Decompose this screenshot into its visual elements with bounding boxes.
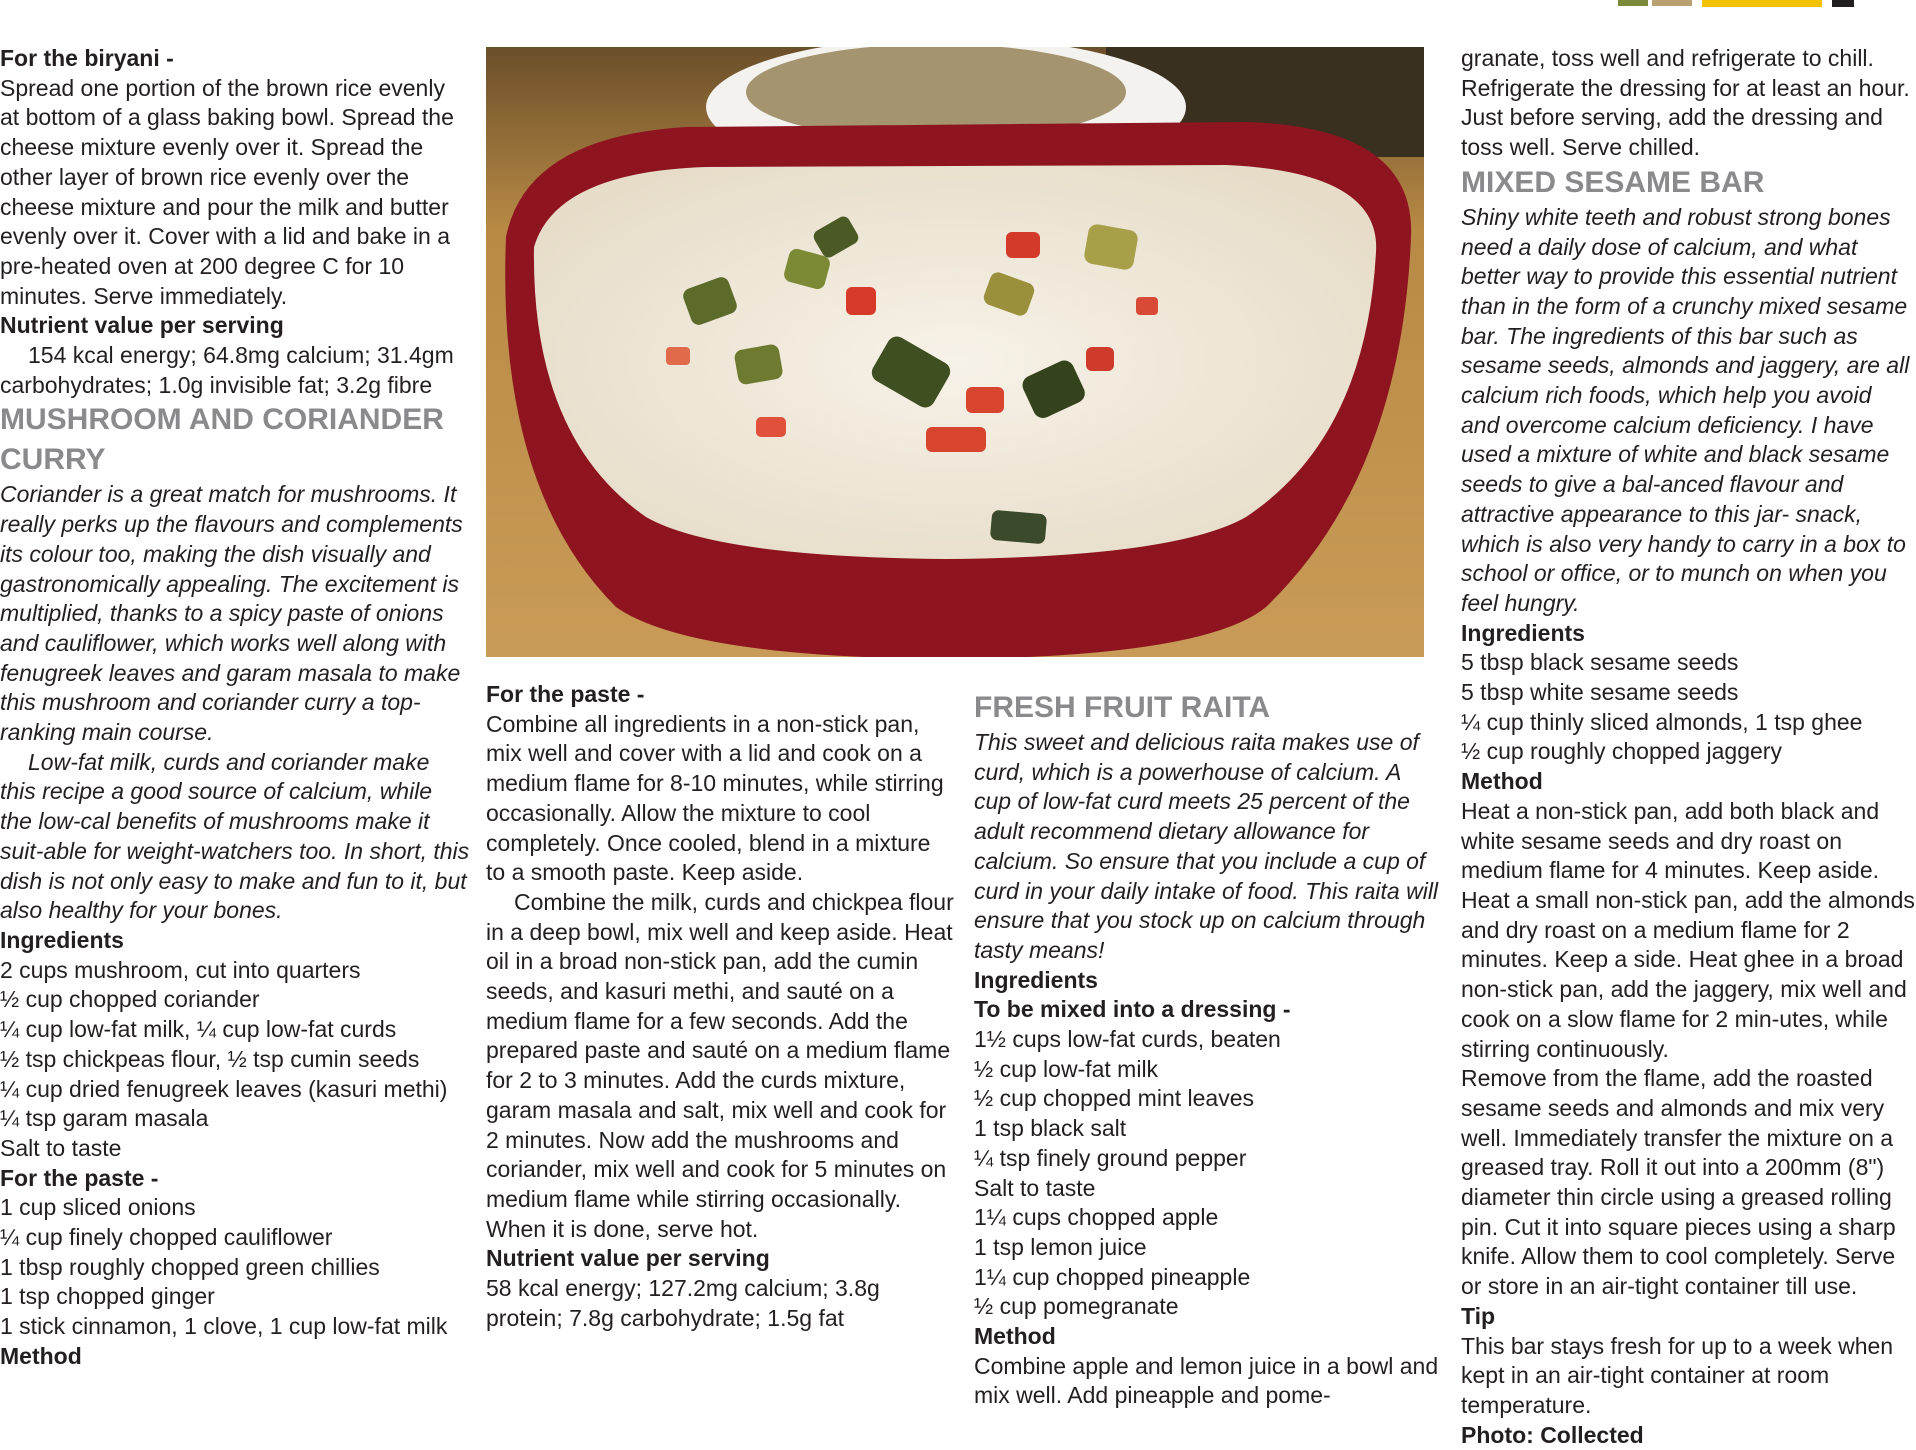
ingredients-heading: Ingredients (0, 926, 124, 953)
ingredient-item: 1 tbsp roughly chopped green chillies (0, 1253, 380, 1280)
ingredient-item: 5 tbsp white sesame seeds (1461, 679, 1739, 706)
method-heading: Method (1461, 768, 1543, 795)
ingredient-item: ½ cup chopped mint leaves (974, 1085, 1255, 1112)
method-heading: Method (974, 1323, 1056, 1350)
ingredient-item: 2 cups mushroom, cut into quarters (0, 956, 361, 983)
tip-text: This bar stays fresh for up to a week when kept in an air-tight container at room temperature. (1461, 1332, 1894, 1418)
ingredient-item: 1¼ cups chopped apple (974, 1204, 1219, 1231)
ingredient-item: ¼ cup thinly sliced almonds, 1 tsp ghee (1461, 708, 1863, 735)
column-4 (1461, 44, 1916, 1450)
ingredient-item: 1 stick cinnamon, 1 clove, 1 cup low-fat milk (0, 1313, 448, 1340)
column-2 (486, 680, 956, 1333)
ingredient-item: ¼ cup low-fat milk, ¼ cup low-fat curds (0, 1016, 397, 1043)
recipe-title-mushroom-curry: MUSHROOM AND CORIANDER CURRY (0, 403, 444, 477)
nutrient-text: 58 kcal energy; 127.2mg calcium; 3.8g protein; 7.8g carbohydrate; 1.5g fat (486, 1275, 880, 1331)
ingredient-item: 1½ cups low-fat curds, beaten (974, 1026, 1281, 1053)
raita-bowl-photo (486, 47, 1424, 657)
paste-ingredient-list (0, 1193, 470, 1342)
ingredient-item: ¼ cup dried fenugreek leaves (kasuri methi) (0, 1075, 448, 1102)
ingredients-heading: Ingredients (974, 966, 1098, 993)
ingredient-item: 1 tsp chopped ginger (0, 1283, 215, 1310)
nutrient-heading: Nutrient value per serving (0, 312, 284, 339)
paste-subheading: For the paste - (486, 681, 645, 707)
nutrient-text: 154 kcal energy; 64.8mg calcium; 31.4gm carbohydrates; 1.0g invisible fat; 3.2g fibre (0, 342, 454, 398)
ingredient-item: 1 tsp black salt (974, 1115, 1127, 1142)
ingredient-item: Salt to taste (0, 1134, 122, 1161)
ingredients-heading: Ingredients (1461, 619, 1585, 646)
ingredient-item: 1 cup sliced onions (0, 1194, 196, 1221)
paste-method-text: Combine all ingredients in a non-stick pan, mix well and cover with a lid and cook on a medium flame for 8-10 minutes, while stirring occasionally. Allow the mixture to cool completely. Once cooled, blend in a mixture to a smooth paste. Keep aside. (486, 710, 944, 886)
recipe-title-fruit-raita: FRESH FRUIT RAITA (974, 691, 1271, 724)
curry-method-text: Combine the milk, curds and chickpea flour in a deep bowl, mix well and keep aside. Heat oil in a broad non-stick pan, add the cumin seeds, and kasuri methi, and sauté on a medium flame for a few seconds. Add the prepared paste and sauté on a medium flame for 2 to 3 minutes. Add the curds mixture, garam masala and salt, mix well and cook for 2 minutes. Now add the mushrooms and coriander, mix well and cook for 5 minutes on medium flame while stirring occasionally. When it is done, serve hot. (486, 888, 954, 1242)
method-text: Heat a non-stick pan, add both black and white sesame seeds and dry roast on medium flame for 4 minutes. Keep aside. Heat a small non-stick pan, add the almonds and dry roast on a medium flame for 2 minutes. Keep a side. Heat ghee in a broad non-stick pan, add the jaggery, mix well and cook on a slow flame for 2 min-utes, while stirring continuously. (1461, 797, 1915, 1062)
ingredient-item: ½ cup chopped coriander (0, 986, 260, 1013)
tip-heading: Tip (1461, 1302, 1496, 1329)
recipe-intro: Coriander is a great match for mushrooms. It really perks up the flavours and complements its colour too, making the dish visually and gastronomically appealing. The excitement is multiplied, thanks to a spicy paste of onions and cauliflower, which works well along with fenugreek leaves and garam masala to make this mushroom and coriander curry a top-ranking main course. (0, 481, 463, 746)
photo-credit: Photo: Collected (1461, 1421, 1644, 1448)
ingredient-item: ¼ tsp garam masala (0, 1105, 209, 1132)
ingredient-item: 1 tsp lemon juice (974, 1233, 1147, 1260)
paste-subheading: For the paste - (0, 1164, 159, 1191)
ingredient-item: ½ cup pomegranate (974, 1293, 1179, 1320)
method-text: Combine apple and lemon juice in a bowl and mix well. Add pineapple and pome- (974, 1352, 1439, 1409)
recipe-intro-continued: Low-fat milk, curds and coriander make this recipe a good source of calcium, while the low-cal benefits of mushrooms make it suit-able for weight-watchers too. In short, this dish is not only easy to make and fun to it, but also healthy for your bones. (0, 748, 470, 924)
column-3 (974, 680, 1444, 1411)
ingredient-list (0, 956, 470, 1164)
ingredient-item: 5 tbsp black sesame seeds (1461, 649, 1739, 676)
ingredient-item: ¼ cup finely chopped cauliflower (0, 1224, 333, 1251)
biryani-method-text: Spread one portion of the brown rice evenly at bottom of a glass baking bowl. Spread the cheese mixture evenly over it. Spread the other layer of brown rice evenly over the cheese mixture and pour the milk and butter evenly over it. Cover with a lid and bake in a pre-heated oven at 200 degree C for 10 minutes. Serve immediately. (0, 74, 454, 309)
ingredient-list (1461, 648, 1916, 767)
method-heading: Method (0, 1342, 82, 1369)
recipe-title-sesame-bar: MIXED SESAME BAR (1461, 165, 1765, 199)
masthead-fragment (1618, 0, 1868, 8)
ingredient-item: Salt to taste (974, 1174, 1096, 1201)
raita-method-continued: granate, toss well and refrigerate to chill. Refrigerate the dressing for at least an hour. Just before serving, add the dressing and toss well. Serve chilled. (1461, 45, 1910, 161)
ingredient-item: ¼ tsp finely ground pepper (974, 1144, 1247, 1171)
nutrient-heading: Nutrient value per serving (486, 1245, 770, 1272)
ingredient-item: 1¼ cup chopped pineapple (974, 1263, 1251, 1290)
dressing-subheading: To be mixed into a dressing - (974, 996, 1291, 1023)
recipe-intro: This sweet and delicious raita makes use of curd, which is a powerhouse of calcium. A cup of low-fat curd meets 25 percent of the adult recommend dietary allowance for calcium. So ensure that you include a cup of curd in your daily intake of food. This raita will ensure that you stock up on calcium through tasty means! (974, 729, 1439, 963)
ingredient-item: ½ tsp chickpeas flour, ½ tsp cumin seeds (0, 1045, 420, 1072)
recipe-intro: Shiny white teeth and robust strong bones need a daily dose of calcium, and what better way to provide this essential nutrient than in the form of a crunchy mixed sesame bar. The ingredients of this bar such as sesame seeds, almonds and jaggery, are all calcium rich foods, which help you avoid and overcome calcium deficiency. I have used a mixture of white and black sesame seeds to give a bal-anced flavour and attractive appearance to this jar- snack, which is also very handy to carry in a box to school or office, or to munch on when you feel hungry. (1461, 203, 1910, 616)
column-1 (0, 44, 470, 1372)
ingredient-item: ½ cup low-fat milk (974, 1055, 1159, 1082)
dressing-ingredient-list (974, 1025, 1444, 1203)
biryani-subheading: For the biryani - (0, 45, 174, 71)
method-text-continued: Remove from the flame, add the roasted sesame seeds and almonds and mix very well. Immediately transfer the mixture on a greased tray. Roll it out into a 200mm (8") diameter thin circle using a greased rolling pin. Cut it into square pieces using a sharp knife. Allow them to cool completely. Serve or store in an air-tight container till use. (1461, 1065, 1896, 1300)
ingredient-item: ½ cup roughly chopped jaggery (1461, 738, 1782, 765)
fruit-ingredient-list (974, 1203, 1444, 1322)
